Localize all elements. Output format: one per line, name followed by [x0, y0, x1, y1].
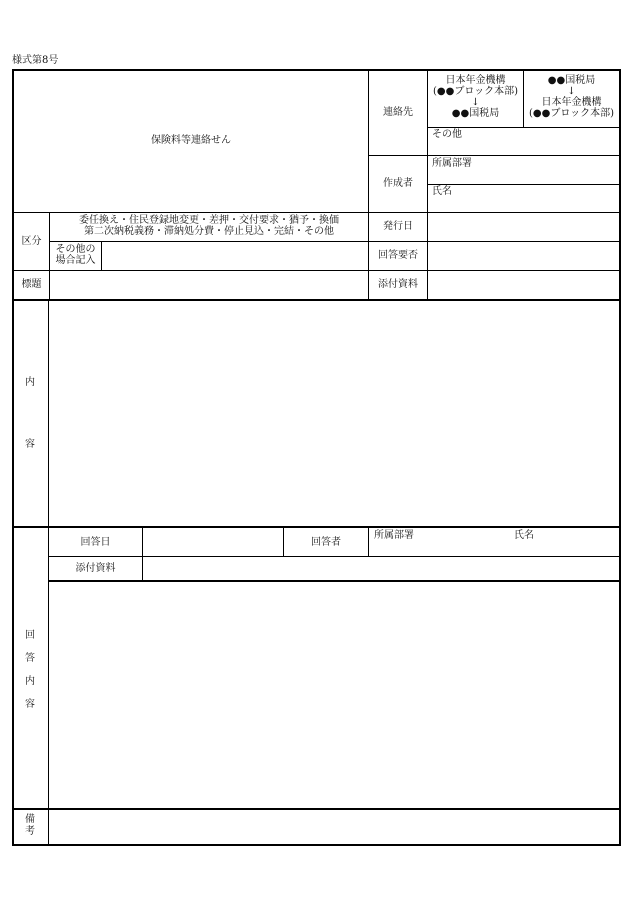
- respondent-dept-label: 所属部署: [374, 530, 414, 541]
- answer-date-label: 回答日: [80, 537, 111, 548]
- answer-required-field[interactable]: [428, 242, 619, 270]
- option-b-line3: (●●ブロック本部): [528, 108, 615, 119]
- creator-dept-field[interactable]: [480, 156, 618, 183]
- answer-label-char2: 答: [25, 653, 35, 664]
- answer-label-char3: 内: [25, 676, 35, 687]
- creator-name-field[interactable]: [460, 185, 618, 211]
- answer-label-char1: 回: [25, 630, 35, 641]
- answer-attachments-field[interactable]: [143, 557, 619, 580]
- respondent-name-label: 氏名: [514, 530, 534, 541]
- remarks-label-char1: 備: [25, 814, 35, 825]
- respondent-field[interactable]: [369, 542, 619, 556]
- category-options[interactable]: [50, 215, 368, 237]
- creator-dept-label: 所属部署: [432, 158, 472, 169]
- option-b-line2: 日本年金機構: [541, 97, 602, 108]
- category-options-line2: 第二次納税義務・滞納処分費・停止見込・完結・その他: [84, 226, 334, 237]
- category-other-line1: その他の: [55, 244, 96, 255]
- contact-other-field[interactable]: [500, 128, 618, 154]
- category-options-line1: 委任換え・住民登録地変更・差押・交付要求・猶予・換価: [79, 215, 339, 226]
- form-title: 保険料等連絡せん: [151, 135, 231, 146]
- issue-date-label: 発行日: [383, 221, 413, 232]
- category-other-line2: 場合記入: [55, 255, 96, 266]
- remarks-label-char2: 考: [25, 826, 35, 837]
- category-other-field[interactable]: [102, 242, 368, 270]
- answer-label-char4: 容: [25, 699, 35, 710]
- issue-date-field[interactable]: [428, 213, 619, 241]
- category-label: 区分: [21, 236, 42, 247]
- content-area[interactable]: [50, 302, 618, 525]
- form-number: 様式第8号: [12, 55, 59, 66]
- contact-option-tax-to-pension[interactable]: [524, 75, 619, 119]
- attachments-field[interactable]: [428, 271, 619, 299]
- option-a-line3: ●●国税局: [451, 108, 500, 119]
- answer-attachments-label: 添付資料: [75, 563, 116, 574]
- category-other-label: [50, 244, 101, 266]
- remarks-field[interactable]: [50, 810, 618, 843]
- attachments-label: 添付資料: [378, 279, 418, 290]
- answer-content-area[interactable]: [50, 583, 618, 807]
- subject-field[interactable]: [50, 271, 368, 299]
- option-a-line2: (●●ブロック本部): [432, 86, 519, 97]
- contact-option-pension-to-tax[interactable]: [428, 75, 523, 119]
- creator-name-label: 氏名: [432, 186, 452, 197]
- creator-label: 作成者: [383, 178, 413, 189]
- contact-label: 連絡先: [383, 107, 413, 118]
- option-a-line1: 日本年金機構: [445, 75, 506, 86]
- down-arrow-icon: ↓: [471, 97, 480, 108]
- respondent-label: 回答者: [311, 537, 341, 548]
- content-label-char2: 容: [25, 439, 35, 450]
- down-arrow-icon: ↓: [567, 86, 576, 97]
- content-label-char1: 内: [25, 377, 35, 388]
- option-b-line1: ●●国税局: [547, 75, 596, 86]
- answer-date-field[interactable]: [143, 528, 283, 556]
- subject-label: 標題: [21, 279, 42, 290]
- answer-required-label: 回答要否: [378, 250, 418, 261]
- contact-other-label: その他: [432, 129, 462, 140]
